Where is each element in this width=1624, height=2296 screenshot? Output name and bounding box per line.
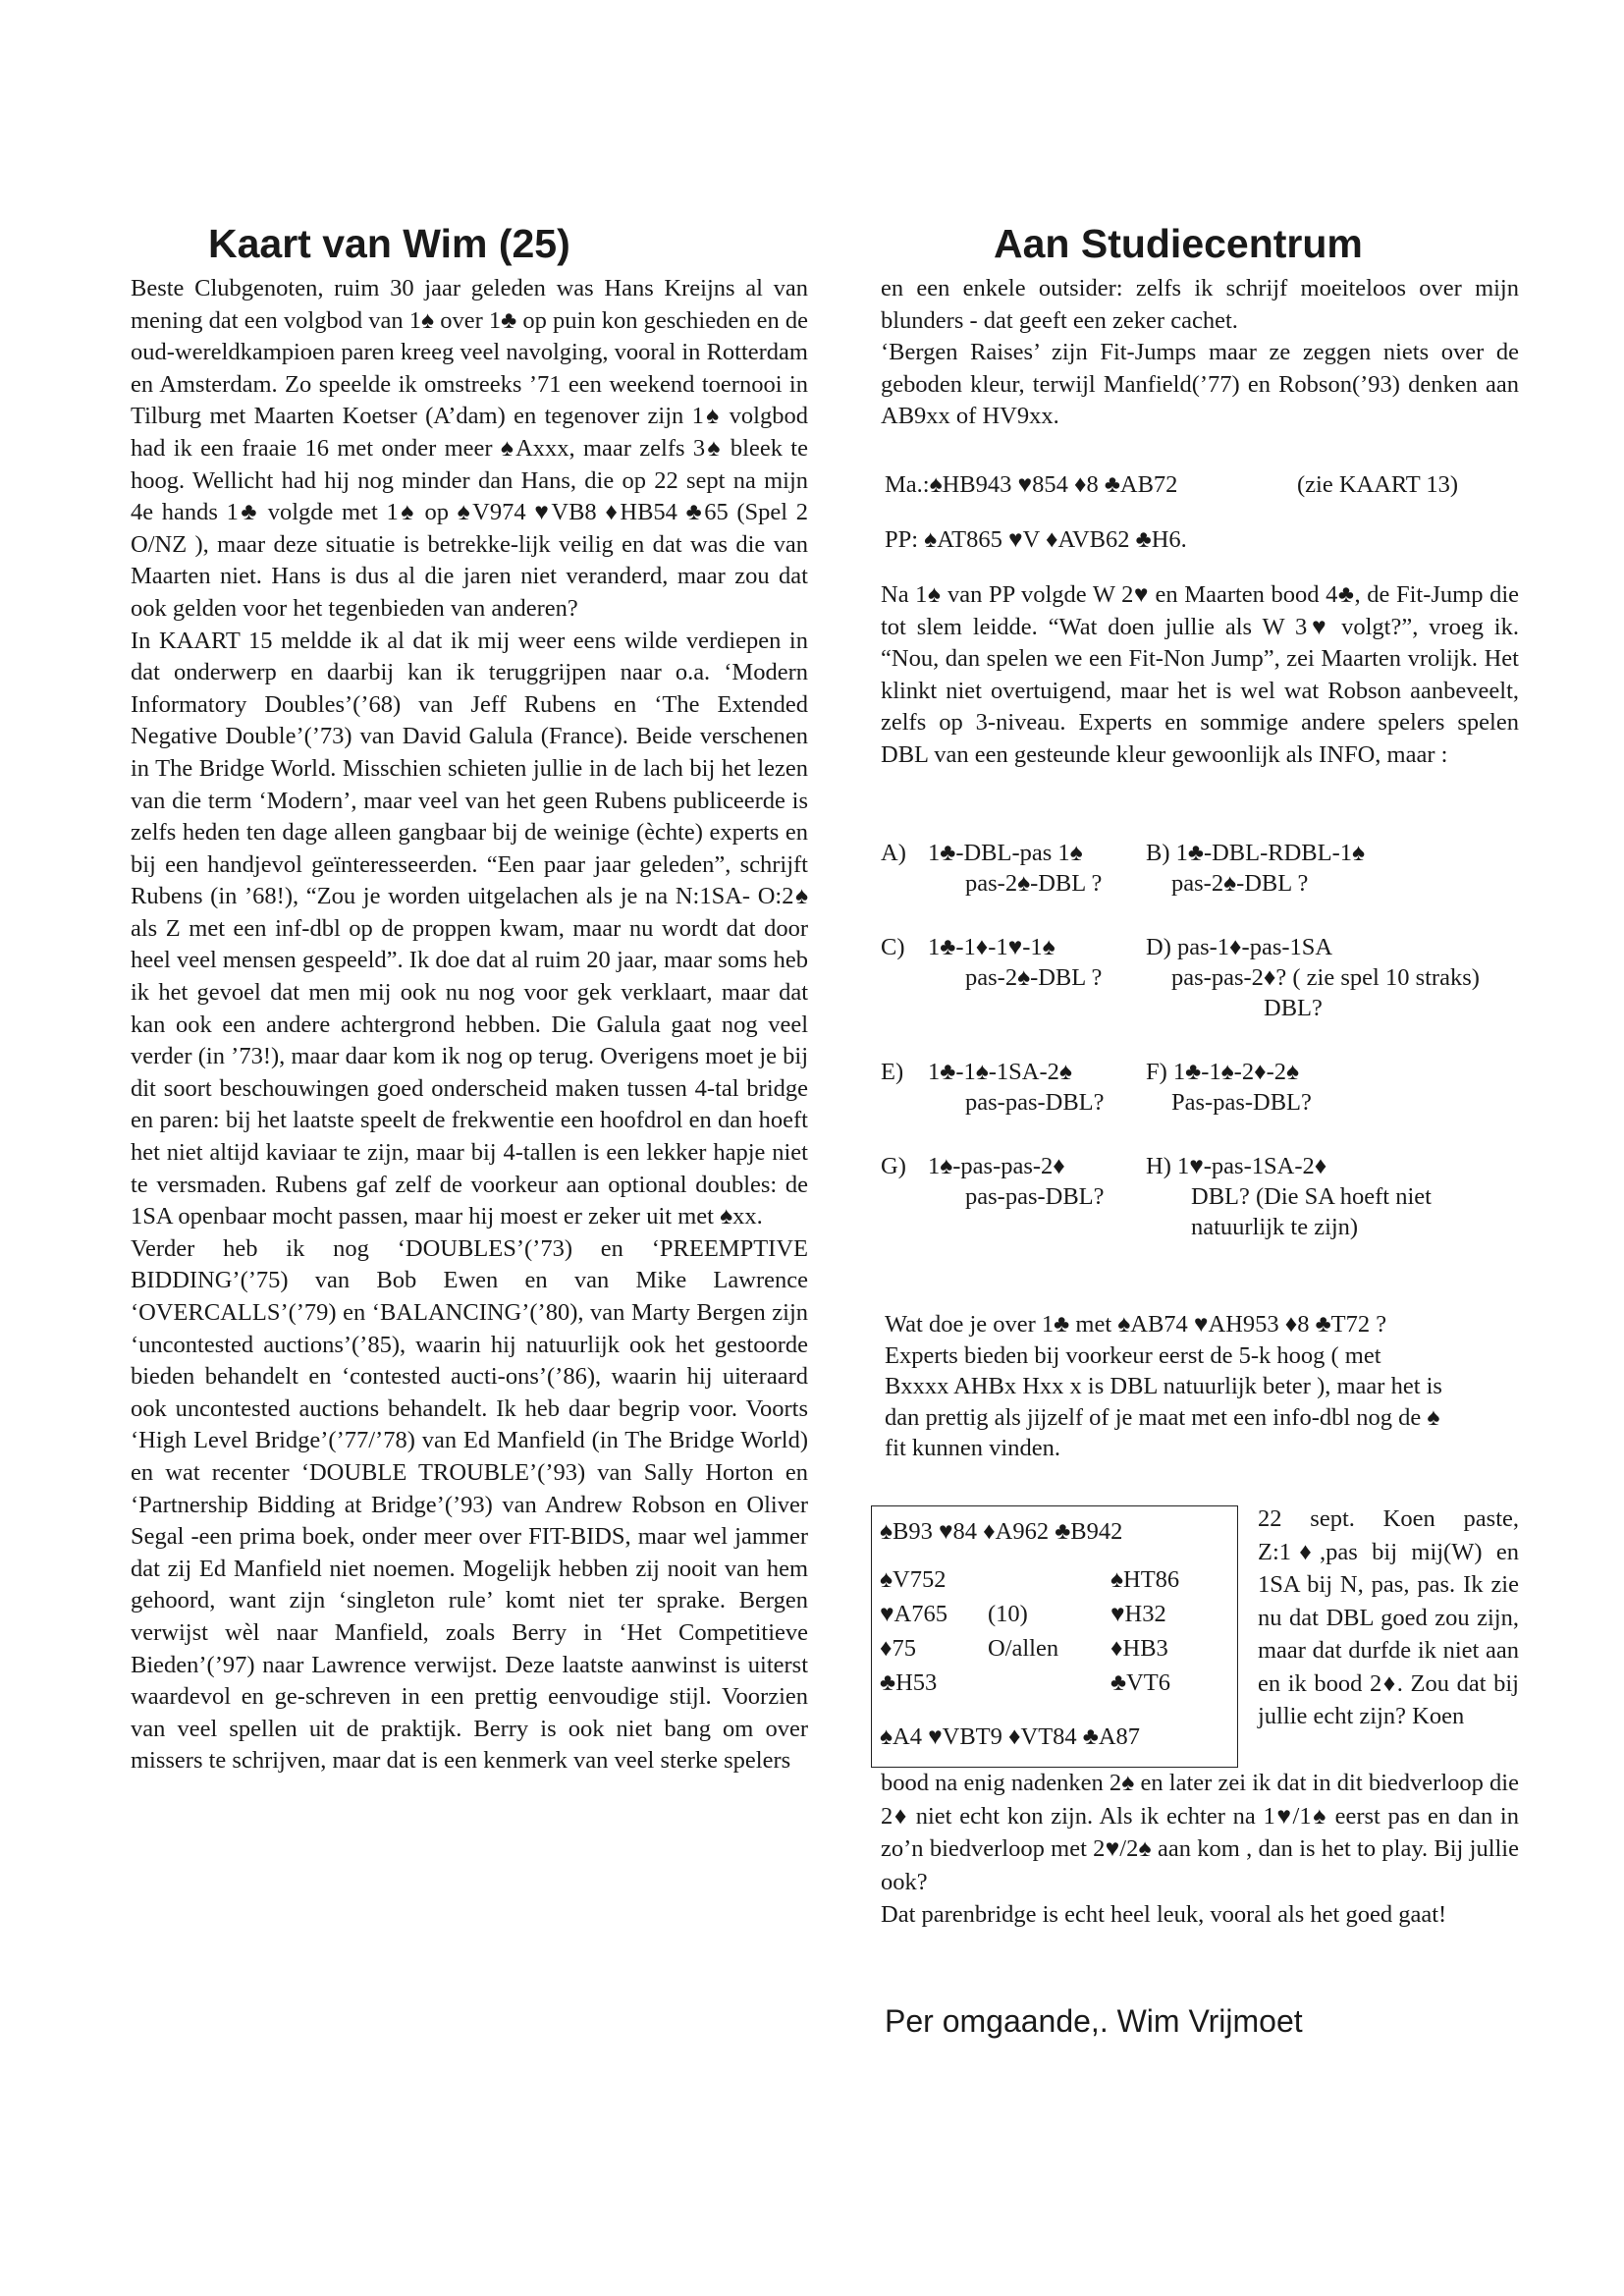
auction-line: pas-pas-DBL?	[965, 1089, 1105, 1116]
paragraph: Beste Clubgenoten, ruim 30 jaar geleden was Hans Kreijns al van mening dat een volgbod van 1♠ over 1♣ op puin kon geschieden en de oud-wereldkampioen paren kreeg veel navolging, vooral in Rotterdam en Amsterdam. Zo speelde ik omstreeks ’71 een weekend toernooi in Tilburg met Maarten Koetser (A’dam) en tegenover zijn 1♠ volgbod had ik een fraaie 16 met onder meer ♠Axxx, maar zelfs 3♠ bleek te hoog. Wellicht had hij nog minder dan Hans, die op 22 sept na mijn 4e hands 1♣ volgde met 1♠ op ♠V974 ♥VB8 ♦HB54 ♣65 (Spel 2 O/NZ ), maar deze situatie is betrekke-lijk veilig en dat was die van Maarten niet. Hans is dus al die jaren niet veranderd, maar zou dat ook gelden voor het tegenbieden van anderen?	[131, 275, 808, 622]
deal-dealer-vul: O/allen	[988, 1635, 1059, 1662]
text-line: dan prettig als jijzelf of je maat met een info-dbl nog de ♠	[885, 1403, 1440, 1431]
auction-b	[1146, 1151, 1529, 1242]
auction-line: DBL?	[1264, 995, 1323, 1021]
deal-board-number: (10)	[988, 1601, 1028, 1627]
auction-group	[881, 838, 1529, 899]
right-column-intro	[881, 273, 1519, 433]
deal-west-hearts: ♥A765	[880, 1601, 947, 1627]
auction-line: 1♣-DBL-pas 1♠	[928, 840, 1083, 866]
auction-line: 1♠-pas-pas-2♦	[928, 1153, 1065, 1179]
text-line: fit kunnen vinden.	[885, 1435, 1060, 1461]
auction-group	[881, 1057, 1529, 1118]
closing-paragraph: Dat parenbridge is echt heel leuk, vooral als het goed gaat!	[881, 1901, 1447, 1928]
right-column-title: Aan Studiecentrum	[994, 221, 1363, 266]
auction-a	[928, 932, 1154, 1023]
auction-label: G)	[881, 1153, 906, 1179]
hand-pp-cards: PP: ♠AT865 ♥V ♦AVB62 ♣H6.	[885, 526, 1187, 553]
auction-a	[928, 838, 1154, 899]
right-body-paragraph	[881, 579, 1519, 772]
auction-group	[881, 932, 1529, 1023]
auction-label: A)	[881, 840, 906, 866]
auction-b	[1146, 838, 1529, 899]
text-line: Wat doe je over 1♣ met ♠AB74 ♥AH953 ♦8 ♣T72 ?	[885, 1311, 1387, 1338]
paragraph: ‘Bergen Raises’ zijn Fit-Jumps maar ze zeggen niets over de geboden kleur, terwijl Manfield(’77) en Robson(’93) denken aan AB9xx of HV9xx.	[881, 339, 1519, 430]
after-deal-text	[881, 1767, 1519, 1932]
deal-west-clubs: ♣H53	[880, 1669, 938, 1696]
paragraph: Na 1♠ van PP volgde W 2♥ en Maarten bood 4♣, de Fit-Jump die tot slem leidde. “Wat doen jullie als W 3♥ volgt?”, vroeg ik. “Nou, dan spelen we een Fit-Non Jump”, zei Maarten vrolijk. Het klinkt niet overtuigend, maar het is wel wat Robson aanbeveelt, zelfs op 3-niveau. Experts en sommige andere spelers spelen DBL van een gesteunde kleur gewoonlijk als INFO, maar :	[881, 581, 1519, 768]
auction-label: C)	[881, 934, 905, 960]
signature: Per omgaande,. Wim Vrijmoet	[885, 2003, 1303, 2039]
auction-line: H) 1♥-pas-1SA-2♦	[1146, 1153, 1327, 1179]
auction-line: natuurlijk te zijn)	[1191, 1214, 1359, 1240]
deal-south: ♠A4 ♥VBT9 ♦VT84 ♣A87	[880, 1723, 1141, 1750]
auction-line: 1♣-1♦-1♥-1♠	[928, 934, 1056, 960]
question-block	[885, 1309, 1523, 1464]
auction-label: E)	[881, 1059, 904, 1085]
hand-ma-note: (zie KAART 13)	[1297, 471, 1459, 498]
paragraph: en een enkele outsider: zelfs ik schrijf moeiteloos over mijn blunders - dat geeft een zeker cachet.	[881, 275, 1519, 334]
paragraph: Verder heb ik nog ‘DOUBLES’(’73) en ‘PREEMPTIVE BIDDING’(’75) van Bob Ewen en van Mike Lawrence ‘OVERCALLS’(’79) en ‘BALANCING’(’80), van Marty Bergen zijn ‘uncontested auctions’(’85), waarin hij natuurlijk ook het gestoorde bieden behandelt en ‘contested aucti-ons’(’86), waarin hij uiteraard ook uncontested auctions behandelt. Ik heb daar begrip voor. Voorts ‘High Level Bridge’(’77/’78) van Ed Manfield (in The Bridge World) en wat recenter ‘DOUBLE TROUBLE’(’93) van Sally Horton en ‘Partnership Bidding at Bridge’(’93) van Andrew Robson en Oliver Segal -een prima boek, onder meer over FIT-BIDS, maar wel jammer dat zij Ed Manfield niet noemen. Mogelijk hebben zij nooit van hem gehoord, want zijn ‘singleton rule’ komt niet ter sprake. Bergen verwijst wèl naar Manfield, zoals Berry in ‘Het Competitieve Bieden’(’97) naar Lawrence verwijst. Deze laatste aanwinst is uiterst waardevol en ge-schreven in een prettig eenvoudige stijl. Voorzien van veel spellen uit de praktijk. Berry is ook niet bang om over missers te schrijven, maar dat is een kenmerk van veel sterke spelers	[131, 1234, 808, 1775]
text-line: Bxxxx AHBx Hxx x is DBL natuurlijk beter ), maar het is	[885, 1373, 1442, 1399]
deal-west-diamonds: ♦75	[880, 1635, 917, 1662]
deal-north: ♠B93 ♥84 ♦A962 ♣B942	[880, 1518, 1123, 1545]
auction-b	[1146, 932, 1529, 1023]
deal-side-text	[1258, 1503, 1519, 1733]
hand-ma-cards: Ma.:♠HB943 ♥854 ♦8 ♣AB72	[885, 471, 1178, 498]
deal-diagram	[871, 1505, 1238, 1768]
auction-line: pas-2♠-DBL ?	[965, 870, 1103, 897]
auction-line: pas-pas-DBL?	[965, 1183, 1105, 1210]
auction-line: F) 1♣-1♠-2♦-2♠	[1146, 1059, 1299, 1085]
auction-line: B) 1♣-DBL-RDBL-1♠	[1146, 840, 1366, 866]
auction-line: pas-2♠-DBL ?	[965, 964, 1103, 991]
auction-line: pas-2♠-DBL ?	[1171, 870, 1309, 897]
auction-list	[881, 838, 1529, 1276]
auction-line: 1♣-1♠-1SA-2♠	[928, 1059, 1072, 1085]
auction-line: DBL? (Die SA hoeft niet	[1191, 1183, 1432, 1210]
auction-line: D) pas-1♦-pas-1SA	[1146, 934, 1333, 960]
auction-a	[928, 1057, 1154, 1118]
paragraph: bood na enig nadenken 2♠ en later zei ik dat in dit biedverloop die 2♦ niet echt kon zijn. Als ik echter na 1♥/1♠ eerst pas en dan in zo’n biedverloop met 2♥/2♠ aan kom , dan is het to play. Bij jullie ook?	[881, 1770, 1519, 1895]
hand-pp	[885, 524, 1523, 557]
deal-east-clubs: ♣VT6	[1110, 1669, 1170, 1696]
auction-b	[1146, 1057, 1529, 1118]
deal-west-spades: ♠V752	[880, 1566, 947, 1593]
text-line: Experts bieden bij voorkeur eerst de 5-k hoog ( met	[885, 1341, 1381, 1369]
paragraph: 22 sept. Koen paste, Z:1♦,pas bij mij(W) en 1SA bij N, pas, pas. Ik zie nu dat DBL goed zou zijn, maar dat durfde ik niet aan en ik bood 2♦. Zou dat bij jullie echt zijn? Koen	[1258, 1505, 1519, 1729]
deal-east-hearts: ♥H32	[1110, 1601, 1166, 1627]
hand-ma	[885, 469, 1523, 502]
deal-east-diamonds: ♦HB3	[1110, 1635, 1168, 1662]
deal-east-spades: ♠HT86	[1110, 1566, 1180, 1593]
paragraph: In KAART 15 meldde ik al dat ik mij weer eens wilde verdiepen in dat onderwerp en daarbij kan ik teruggrijpen naar o.a. ‘Modern Informatory Doubles’(’68) van Jeff Rubens en ‘The Extended Negative Double’(’73) van David Galula (France). Beide verschenen in The Bridge World. Misschien schieten jullie in de lach bij het lezen van die term ‘Modern’, maar veel van het geen Rubens publiceerde is zelfs heden ten dage alleen gangbaar bij de weinige (èchte) experts en bij een handjevol geïnteresseerden. “Een paar jaar geleden”, schrijft Rubens (in ’68!), “Zou je worden uitgelachen als je na N:1SA- O:2♠ als Z met een inf-dbl op de proppen kwam, maar nu wordt dat door heel veel mensen gespeeld”. Ik doe dat al ruim 20 jaar, maar soms heb ik het gevoel dat men mij ook nu nog voor gek verklaart, maar dat kan ook een andere achtergrond hebben. Die Galula gaat nog veel verder (in ’73!), maar daar kom ik nog op terug. Overigens moet je bij dit soort beschouwingen goed onderscheid maken tussen 4-tal bridge en paren: bij het laatste speelt de frekwentie een hoofdrol en dan hoeft het niet altijd kaviaar te zijn, maar bij 4-tallen is een lekker hapje niet te versmaden. Rubens gaf zelf de voorkeur aan optional doubles: de 1SA openbaar mocht passen, maar hij moest er zeker uit met ♠xx.	[131, 627, 808, 1230]
left-column-body	[131, 273, 808, 1777]
auction-a	[928, 1151, 1154, 1242]
auction-line: pas-pas-2♦? ( zie spel 10 straks)	[1171, 964, 1480, 991]
auction-group	[881, 1151, 1529, 1242]
auction-line: Pas-pas-DBL?	[1171, 1089, 1312, 1116]
left-column-title: Kaart van Wim (25)	[208, 221, 570, 266]
